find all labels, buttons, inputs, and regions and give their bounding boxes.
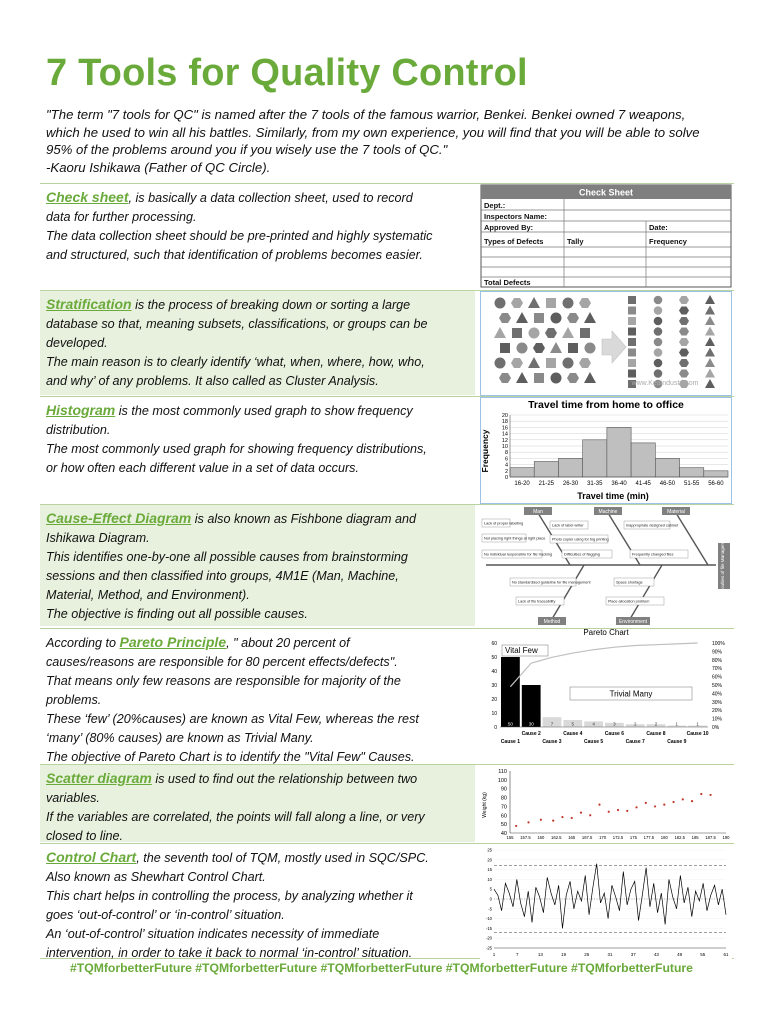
bar-value-label: 7 [550, 721, 554, 727]
y-tick-label: 20 [487, 857, 492, 863]
scatter-point [672, 801, 674, 803]
bar-value-label: 4 [592, 721, 595, 727]
text-line: is used to find out the relationship between two [151, 772, 418, 786]
x-tick-label: 55 [700, 952, 706, 957]
y2-tick-label: 50% [712, 683, 723, 689]
square-shape [628, 296, 636, 304]
control-chart-text [40, 844, 475, 958]
x-tick-label: Cause 4 [563, 731, 583, 737]
y-tick-label: -10 [485, 916, 492, 922]
text-line: , " about 20 percent of [226, 636, 350, 650]
x-tick-label: 56-60 [708, 481, 724, 487]
cause-item: Lack of proper labelling [484, 521, 524, 526]
x-tick-label: 190 [722, 835, 730, 840]
histogram-chart [480, 397, 732, 504]
scatter-point [515, 825, 517, 827]
scatter-point [626, 810, 628, 812]
x-tick-label: 46-50 [659, 481, 676, 487]
control-chart-figure [480, 844, 732, 958]
scatter-point [540, 819, 542, 821]
field-date: Date: [649, 223, 668, 232]
bar-value-label: 1 [675, 721, 679, 727]
x-tick-label: 172.5 [612, 835, 624, 840]
pareto-term: Pareto Principle [119, 634, 227, 650]
pareto-title: Pareto Chart [583, 629, 629, 637]
circle-shape [654, 369, 663, 378]
y-tick-label: 60 [491, 641, 497, 647]
bar-value-label: 2 [654, 721, 658, 727]
circle-shape [654, 327, 663, 336]
text-line: goes ‘out-of-control’ or ‘in-control’ situation. [46, 908, 285, 922]
x-tick-label: 177.5 [643, 835, 655, 840]
text-line: If the variables are correlated, the points will fall along a line, or very [46, 810, 425, 824]
scatter-point [580, 812, 582, 814]
text-line: and structured, such that identification of problems becomes easier. [46, 248, 423, 262]
text-line: is the most commonly used graph to show frequency [115, 404, 413, 418]
check-sheet-figure [480, 184, 732, 288]
x-tick-label: 31 [607, 952, 613, 957]
y2-tick-label: 90% [712, 649, 723, 656]
circle-shape [551, 313, 562, 324]
x-tick-label: 61 [723, 952, 729, 957]
histogram-term: Histogram [46, 402, 116, 418]
quote-line: -Kaoru Ishikawa (Father of QC Circle). [46, 159, 271, 175]
pareto-bar [501, 657, 520, 727]
y-tick-label: 14 [501, 431, 508, 438]
scatter-point [527, 821, 529, 823]
cause-item: Lack of file traceability [518, 599, 556, 604]
scatter-text [40, 765, 475, 842]
histogram-bar [583, 440, 607, 477]
text-line: problems. [46, 693, 102, 707]
pareto-text [40, 629, 475, 762]
section-scatter [40, 764, 734, 842]
x-tick-label: 41-45 [635, 481, 651, 487]
cause-effect-text [40, 505, 475, 626]
y-tick-label: 20 [501, 413, 508, 419]
section-pareto [40, 628, 734, 762]
effect-label: Difficulties of file Management [720, 535, 725, 597]
category-machine: Machine [598, 509, 618, 515]
square-shape [628, 338, 636, 346]
circle-shape [563, 358, 574, 369]
bar-value-label: 30 [528, 721, 534, 727]
section-histogram [40, 396, 734, 503]
x-tick-label: Cause 9 [667, 739, 687, 745]
circle-shape [495, 298, 506, 309]
histogram-bar [680, 468, 704, 477]
watermark: www.Keaindustri.com [631, 380, 699, 387]
circle-shape [654, 306, 663, 315]
category-man: Man [533, 509, 543, 515]
text-line: developed. [46, 336, 108, 350]
quote-line: 95% of the problems around you if you wisely use the 7 tools of QC." [46, 142, 448, 158]
annotation-trivial-many: Trivial Many [609, 689, 653, 699]
text-line: The main reason is to clearly identify ‘what, when, where, how, who, [46, 355, 425, 369]
scatter-point [571, 817, 573, 819]
cause-item: Place allocation problem [608, 599, 650, 604]
y-tick-label: 60 [500, 813, 507, 820]
category-method: Method [543, 619, 561, 625]
circle-shape [654, 359, 663, 368]
circle-shape [585, 343, 596, 354]
y2-tick-label: 70% [712, 666, 723, 673]
text-line: These ‘few’ (20%causes) are known as Vital Few, whereas the rest [46, 712, 419, 726]
scatter-point [552, 820, 554, 822]
x-tick-label: 31-35 [587, 481, 603, 487]
square-shape [580, 328, 590, 338]
x-tick-label: Cause 5 [584, 739, 604, 745]
text-line: or how often each different value in a set of data occurs. [46, 461, 359, 475]
histogram-bar [704, 471, 728, 477]
circle-shape [495, 358, 506, 369]
x-tick-label: 51-55 [683, 481, 700, 487]
y-tick-label: 10 [487, 876, 492, 882]
text-line: , the seventh tool of TQM, mostly used in SQC/SPC. [136, 851, 429, 865]
section-cause-effect [40, 504, 734, 626]
scatter-point [645, 802, 647, 804]
y-tick-label: 18 [501, 419, 508, 426]
cause-item: No standardized guideline for file management [512, 580, 591, 585]
histogram-title: Travel time from home to office [528, 399, 684, 411]
square-shape [628, 349, 636, 357]
fishbone-figure [480, 505, 732, 626]
cause-effect-term: Cause-Effect Diagram [46, 510, 192, 526]
scatter-point [589, 814, 591, 816]
stratification-shapes [480, 291, 732, 396]
x-tick-label: 36-40 [611, 481, 627, 487]
x-tick-label: 49 [677, 952, 683, 957]
scatter-point [682, 798, 684, 800]
text-line: data for further processing. [46, 210, 197, 224]
y-tick-label: 70 [500, 804, 507, 811]
x-tick-label: 180 [660, 835, 668, 840]
y-tick-label: 15 [487, 867, 492, 873]
quote-line: which he used to win all his battles. Similarly, from my own experience, you will find that you will be able to solve [46, 124, 700, 140]
x-tick-label: 1 [492, 952, 496, 957]
y-tick-label: 4 [504, 462, 508, 469]
check-sheet-title: Check Sheet [578, 187, 634, 198]
text-line: This chart helps in controlling the process, by analyzing whether it [46, 889, 413, 903]
stratification-figure [480, 291, 732, 395]
y2-tick-label: 80% [712, 657, 723, 664]
y2-tick-label: 0% [712, 725, 720, 731]
y-tick-label: 100 [497, 777, 507, 784]
circle-shape [654, 338, 663, 347]
scatter-point [691, 800, 693, 802]
x-tick-label: Cause 7 [625, 739, 645, 745]
scatter-point [598, 804, 600, 806]
x-tick-label: 160 [537, 835, 545, 840]
x-tick-label: Cause 3 [542, 739, 562, 745]
y2-tick-label: 100% [712, 641, 725, 647]
text-line: The data collection sheet should be pre-printed and highly systematic [46, 229, 433, 243]
x-tick-label: 165 [568, 835, 576, 840]
field-dept: Dept.: [484, 201, 506, 210]
square-shape [512, 328, 522, 338]
circle-shape [517, 343, 528, 354]
x-tick-label: Cause 10 [686, 731, 709, 737]
histogram-bar [631, 443, 655, 477]
text-line: is also known as Fishbone diagram and [191, 512, 416, 526]
histogram-bar [607, 427, 631, 477]
square-shape [534, 313, 544, 323]
col-frequency: Frequency [649, 237, 687, 246]
y2-tick-label: 60% [712, 674, 723, 681]
square-shape [500, 343, 510, 353]
text-line: causes/reasons are responsible for 80 percent effects/defects". [46, 655, 398, 669]
histogram-figure [480, 397, 732, 503]
stratification-term: Stratification [46, 296, 132, 312]
stratification-text [40, 291, 475, 395]
col-types-of-defects: Types of Defects [484, 237, 544, 246]
text-line: , is basically a data collection sheet, used to record [128, 191, 413, 205]
x-tick-label: Cause 8 [646, 731, 666, 737]
y-tick-label: 10 [491, 711, 497, 717]
text-line: sessions and then classified into groups, 4M1E (Man, Machine, [46, 569, 399, 583]
field-inspectors-name: Inspectors Name: [484, 212, 547, 221]
x-tick-label: 37 [630, 952, 636, 957]
text-line: The objective is finding out all possible causes. [46, 607, 308, 621]
histogram-text [40, 397, 475, 503]
page-title: 7 Tools for Quality Control [46, 52, 528, 94]
x-tick-label: 187.5 [705, 835, 716, 840]
cause-item: Photo copier using for big printing [552, 537, 609, 542]
scatter-point [654, 805, 656, 807]
text-line: Material, Method, and Environment). [46, 588, 250, 602]
y-tick-label: 8 [504, 450, 508, 457]
scatter-point [663, 804, 665, 806]
quote-line: "The term "7 tools for QC" is named after the 7 tools of the famous warrior, Benkei. Benkei owned 7 weapons, [46, 107, 686, 122]
cause-item: Frequently changed files [632, 552, 674, 557]
category-environment: Environment [618, 619, 648, 625]
text-line: According to [46, 636, 120, 650]
y-tick-label: -20 [485, 935, 492, 941]
scatter-point [608, 811, 610, 813]
text-line: distribution. [46, 423, 111, 437]
y2-tick-label: 40% [712, 691, 723, 698]
scatter-point [561, 816, 563, 818]
y-tick-label: 10 [501, 444, 508, 450]
scatter-figure [480, 765, 732, 842]
field-approved-by: Approved By: [484, 223, 534, 232]
section-stratification [40, 290, 734, 395]
y2-tick-label: 20% [712, 708, 723, 715]
circle-shape [654, 317, 663, 326]
category-material: Material [667, 509, 685, 515]
x-tick-label: 155 [506, 835, 514, 840]
text-line: and why’ of any problems. It also called as Cluster Analysis. [46, 374, 379, 388]
x-tick-label: Cause 2 [521, 731, 541, 737]
cause-item: Difficulties of flagging [564, 552, 600, 557]
col-tally: Tally [567, 237, 584, 246]
cause-item: Lack of label writer [552, 523, 584, 528]
text-line: The objective of Pareto Chart is to identify the "Vital Few" Causes. [46, 750, 415, 764]
text-line: That means only few reasons are responsible for majority of the [46, 674, 401, 688]
y-tick-label: -5 [488, 906, 492, 912]
y-tick-label: 50 [500, 822, 507, 829]
x-tick-label: 21-25 [538, 481, 555, 487]
y-tick-label: 40 [500, 831, 507, 837]
x-tick-label: 175 [629, 835, 637, 840]
circle-shape [551, 373, 562, 384]
circle-shape [529, 328, 540, 339]
square-shape [568, 343, 578, 353]
y-tick-label: 110 [498, 769, 507, 775]
annotation-vital-few: Vital Few [505, 646, 538, 655]
square-shape [628, 307, 636, 315]
y-tick-label: 50 [491, 655, 497, 661]
section-control-chart [40, 843, 734, 959]
hashtag-footer: #TQMforbetterFuture #TQMforbetterFuture #TQMforbetterFuture #TQMforbetterFuture #TQMforbetterFuture [70, 961, 693, 975]
y-tick-label: 6 [504, 456, 508, 463]
y-tick-label: 20 [491, 697, 497, 703]
histogram-ylabel: Frequency [480, 429, 490, 473]
scatter-point [617, 809, 619, 811]
cause-item: Space shortage [616, 580, 643, 585]
y-tick-label: -25 [485, 945, 492, 951]
histogram-bar [558, 458, 582, 477]
circle-shape [654, 348, 663, 357]
x-tick-label: 167.5 [581, 835, 593, 840]
square-shape [546, 298, 556, 308]
x-tick-label: 19 [561, 952, 567, 957]
text-line: An ‘out-of-control’ situation indicates necessity of immediate [46, 927, 380, 941]
text-line: database so that, meaning subsets, classifications, or groups can be [46, 317, 428, 331]
x-tick-label: Cause 1 [500, 739, 520, 745]
square-shape [534, 373, 544, 383]
square-shape [628, 328, 636, 336]
pareto-chart [480, 629, 732, 763]
ishikawa-quote [46, 106, 736, 176]
cause-item: Not placing right things at right place [484, 536, 546, 541]
y-tick-label: 0 [504, 475, 508, 481]
scatter-term: Scatter diagram [46, 770, 152, 786]
y-tick-label: 2 [504, 468, 508, 475]
scatter-point [700, 793, 702, 795]
total-defects: Total Defects [484, 278, 531, 287]
check-sheet-term: Check sheet [46, 189, 129, 205]
square-shape [628, 317, 636, 325]
text-line: ‘many’ (80% causes) are known as Trivial Many. [46, 731, 314, 745]
x-tick-label: 26-30 [562, 481, 579, 487]
histogram-xlabel: Travel time (min) [577, 491, 649, 501]
text-line: Also known as Shewhart Control Chart. [46, 870, 266, 884]
control-chart [480, 844, 732, 960]
bar-value-label: 2 [633, 721, 637, 727]
x-tick-label: 185 [691, 835, 699, 840]
y-tick-label: 30 [491, 683, 497, 689]
x-tick-label: 16-20 [514, 481, 530, 487]
x-tick-label: 162.5 [551, 835, 562, 840]
x-tick-label: 170 [599, 835, 607, 840]
scatter-chart [480, 765, 732, 843]
y-tick-label: 25 [487, 847, 492, 853]
control-chart-term: Control Chart [46, 849, 137, 865]
text-line: The most commonly used graph for showing frequency distributions, [46, 442, 427, 456]
y-tick-label: 90 [500, 786, 507, 793]
x-tick-label: 7 [515, 952, 519, 957]
y-tick-label: 0 [489, 896, 492, 902]
y2-tick-label: 10% [712, 716, 723, 723]
x-tick-label: 182.5 [674, 835, 685, 840]
circle-shape [563, 298, 574, 309]
histogram-bar [510, 468, 534, 477]
bar-value-label: 50 [507, 721, 513, 727]
text-line: closed to line. [46, 829, 124, 843]
y-tick-label: 0 [494, 725, 497, 731]
text-line: Ishikawa Diagram. [46, 531, 150, 545]
fishbone-diagram [480, 505, 732, 627]
text-line: intervention, in order to take it back to normal ‘in-control’ situation. [46, 946, 413, 960]
x-tick-label: 25 [584, 952, 590, 957]
check-sheet-table [480, 184, 732, 289]
y-tick-label: 16 [501, 425, 508, 432]
y-tick-label: -15 [485, 925, 492, 931]
scatter-ylabel: Weight (kg) [482, 792, 488, 818]
x-tick-label: 43 [653, 952, 659, 957]
y-tick-label: 80 [500, 795, 507, 802]
square-shape [546, 358, 556, 368]
x-tick-label: 13 [537, 952, 543, 957]
text-line: This identifies one-by-one all possible causes from brainstorming [46, 550, 408, 564]
cause-item: No individual responsible for file tracking [484, 552, 552, 557]
pareto-figure [480, 629, 732, 762]
section-check-sheet [40, 183, 734, 288]
y-tick-label: 12 [501, 437, 508, 444]
scatter-point [635, 806, 637, 808]
y-tick-label: 40 [491, 669, 497, 675]
bar-value-label: 3 [613, 721, 616, 727]
text-line: variables. [46, 791, 100, 805]
histogram-bar [655, 458, 679, 477]
circle-shape [654, 296, 663, 305]
bar-value-label: 5 [571, 721, 575, 727]
y2-tick-label: 30% [712, 699, 723, 706]
x-tick-label: 157.5 [520, 835, 531, 840]
check-sheet-text [40, 184, 475, 288]
histogram-bar [534, 462, 558, 478]
x-tick-label: Cause 6 [604, 731, 624, 737]
y-tick-label: 5 [489, 886, 492, 892]
scatter-point [709, 794, 711, 796]
square-shape [628, 359, 636, 367]
text-line: is the process of breaking down or sorting a large [131, 298, 411, 312]
bar-value-label: 1 [696, 721, 699, 727]
cause-item: Inappropriate designed cabinet [626, 523, 679, 528]
square-shape [628, 370, 636, 378]
